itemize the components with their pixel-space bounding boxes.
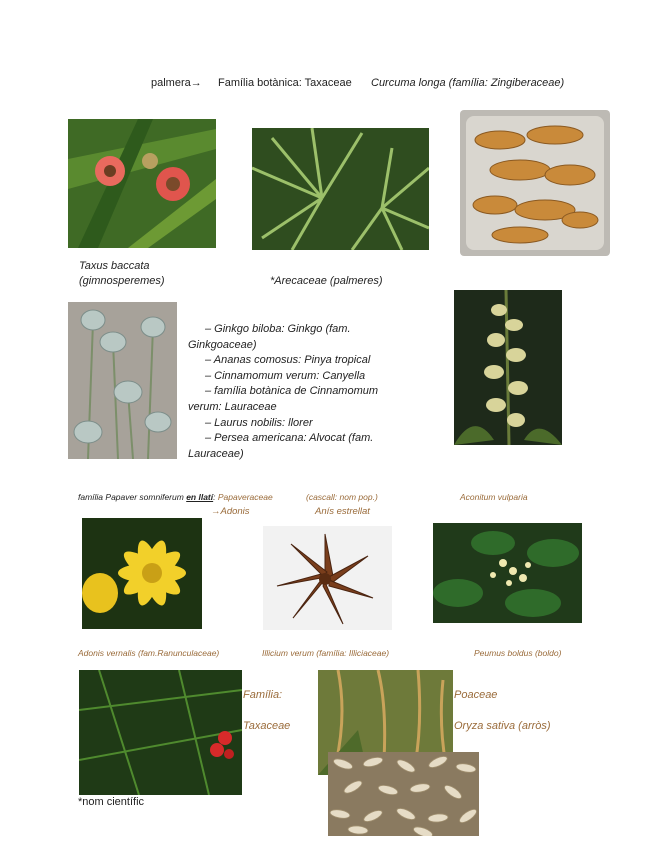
list-item: – Cinnamomum verum: Canyella [205,369,366,382]
caption-illicium: Illicium verum (família: Illiciaceae) [262,648,390,658]
list-item: – Ginkgo biloba: Ginkgo (fam. [205,323,351,335]
adonis-flower-photo [82,518,202,629]
bottom-oryza: Oryza sativa (arròs) [454,720,551,732]
taxus-branch-photo [79,670,242,795]
caption-taxus-1: Taxus baccata [79,260,150,272]
list-item: Lauraceae) [188,447,244,460]
papaver-line [78,492,273,502]
boldo-plant-photo [433,523,582,623]
header-palmera: palmera→ [151,77,202,89]
footnote-nom-cientific: *nom científic [78,796,145,808]
caption-taxus-2: (gimnosperemes) [79,275,165,287]
papaver-prefix: família Papaver somniferum [78,492,184,502]
palm-fronds-photo [252,128,429,250]
list-item: – Laurus nobilis: llorer [205,416,313,429]
list-item: verum: Lauraceae [188,400,277,413]
caption-peumus: Peumus boldus (boldo) [474,648,562,658]
poppy-pods-photo [68,302,177,459]
list-item: Ginkgoaceae) [188,338,257,351]
taxus-berries-photo [68,119,216,248]
bottom-poaceae: Poaceae [454,689,498,701]
papaver-family: Papaveraceae [217,492,273,502]
bottom-taxaceae: Taxaceae [243,720,291,732]
rice-grains-photo [328,752,479,836]
star-anise-photo [263,526,392,630]
aconitum-caption: Aconitum vulparia [460,492,528,502]
list-item: – família botànica de Cinnamomum [205,385,379,398]
caption-arecaceae: *Arecaceae (palmeres) [270,275,383,287]
list-item: – Ananas comosus: Pinya tropical [205,354,371,367]
header-familia-taxaceae: Família botànica: Taxaceae [218,77,352,89]
list-item: – Persea americana: Alvocat (fam. [205,432,374,445]
adonis-label: →Adonis [211,506,250,517]
caption-adonis-vernalis: Adonis vernalis (fam.Ranunculaceae) [78,648,220,658]
bottom-familia: Família: [243,689,283,701]
header-curcuma: Curcuma longa (família: Zingiberaceae) [371,77,565,89]
papaver-colon: : [213,492,216,502]
papaver-note: (cascall: nom pop.) [306,492,378,502]
species-list [188,322,378,462]
en-llati-label: en llatí [186,492,214,502]
turmeric-roots-photo [460,110,610,256]
anis-label: Anís estrellat [315,506,370,517]
aconitum-flower-photo [454,290,562,445]
